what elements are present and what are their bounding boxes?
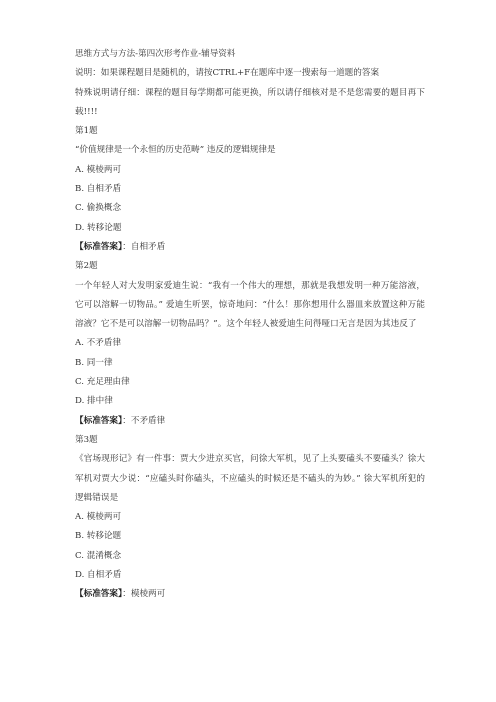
answer-tag: 【标准答案】 <box>75 415 123 426</box>
answer-line <box>75 238 425 257</box>
question-stem: 《官场现形记》有一件事：贾大少进京买官，问徐大军机，见了上头要磕头不要磕头？徐大军机对贾大少说：“应磕头时你磕头，不应磕头的时候还是不磕头的为妙。” 徐大军机所犯的逻辑错误是 <box>75 454 425 503</box>
option-d: D. 自相矛盾 <box>75 570 122 581</box>
option-c: C. 混淆概念 <box>75 550 122 561</box>
answer-text: ：自相矛盾 <box>122 241 166 252</box>
question-stem: 一个年轻人对大发明家爱迪生说：“我有一个伟大的理想，那就是我想发明一种万能溶液，它可以溶解一切物品。” 爱迪生听罢，惊奇地问：“什么！那你想用什么器皿来放置这种万能溶液？它不是可以溶解一切物品吗？”。这个年轻人被爱迪生问得哑口无言是因为其违反了 <box>75 280 425 330</box>
answer-line <box>75 412 425 431</box>
question-number: 第3题 <box>75 434 98 445</box>
question-stem: “价值规律是一个永恒的历史范畴” 违反的逻辑规律是 <box>75 145 276 156</box>
question-number: 第1题 <box>75 126 98 137</box>
option-c: C. 充足理由律 <box>75 377 130 388</box>
question-number: 第2题 <box>75 261 98 272</box>
answer-text: ：不矛盾律 <box>122 415 166 426</box>
option-d: D. 转移论题 <box>75 222 122 233</box>
answer-line <box>75 585 425 604</box>
option-b: B. 自相矛盾 <box>75 184 122 195</box>
document-body <box>75 45 425 605</box>
option-c: C. 偷换概念 <box>75 203 122 214</box>
answer-text: ：模棱两可 <box>122 589 166 600</box>
option-b: B. 同一律 <box>75 357 113 368</box>
option-a: A. 模棱两可 <box>75 164 122 175</box>
answer-tag: 【标准答案】 <box>75 241 123 252</box>
option-a: A. 不矛盾律 <box>75 338 122 349</box>
option-d: D. 排中律 <box>75 396 113 407</box>
option-a: A. 模棱两可 <box>75 512 122 523</box>
instruction-note: 说明：如果课程题目是随机的，请按CTRL+F在题库中逐一搜索每一道题的答案 <box>75 68 380 79</box>
option-b: B. 转移论题 <box>75 531 122 542</box>
answer-tag: 【标准答案】 <box>75 589 123 600</box>
special-note: 特殊说明请仔细：课程的题目每学期都可能更换，所以请仔细核对是不是您需要的题目再下载!!!! <box>75 87 425 117</box>
document-title: 思维方式与方法-第四次形考作业-辅导资料 <box>75 49 236 59</box>
